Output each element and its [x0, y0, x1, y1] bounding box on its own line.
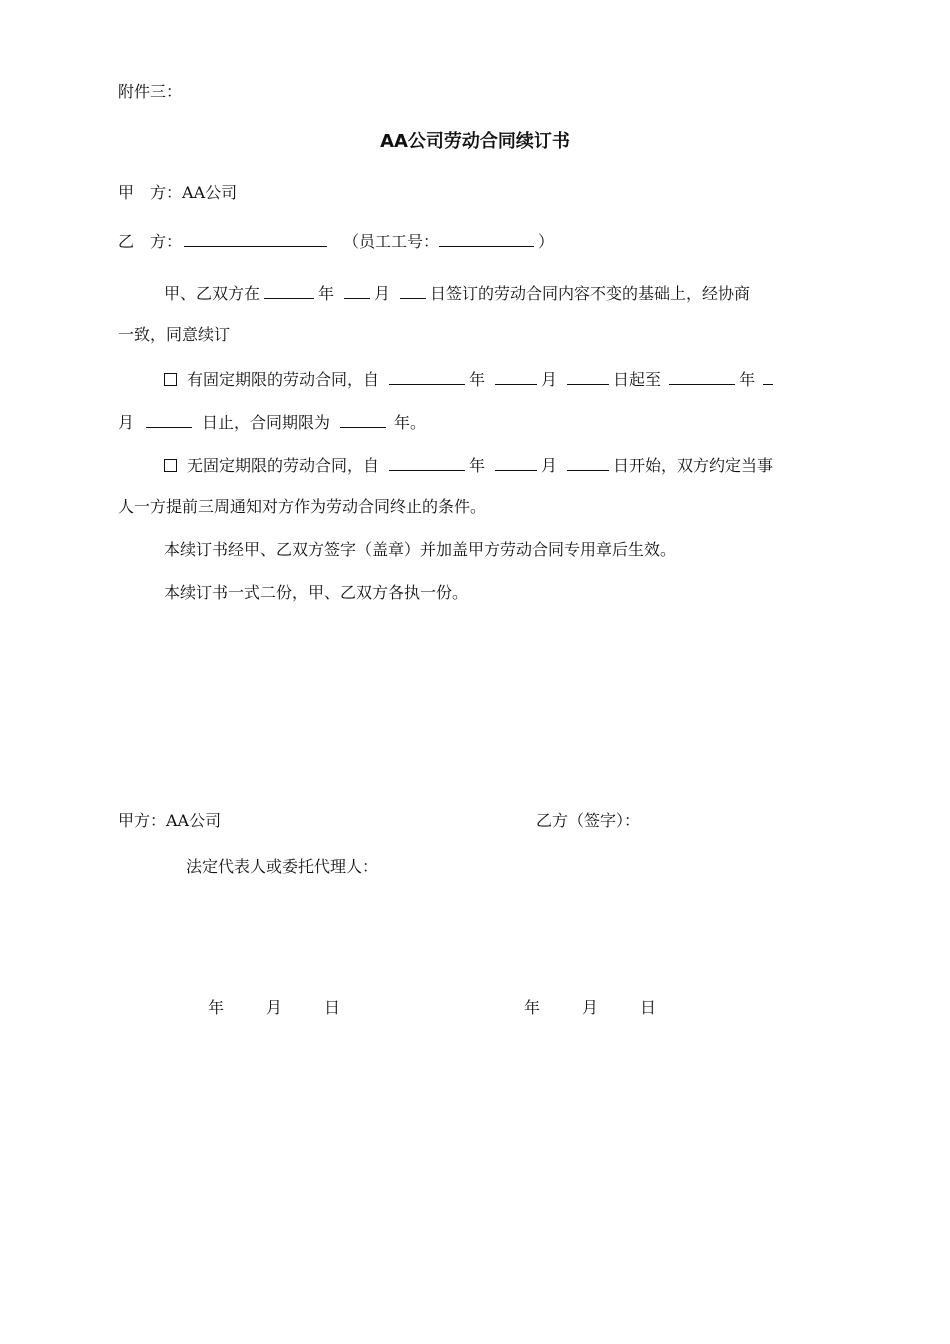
employee-no-blank[interactable]	[439, 230, 534, 247]
option-fixed-line2	[118, 411, 426, 433]
para1-lead: 甲、乙双方在	[164, 284, 261, 303]
option-open-line2: 人一方提前三周通知对方作为劳动合同终止的条件。	[118, 497, 487, 516]
fixed-term-years-blank[interactable]	[340, 411, 386, 428]
fixed-end-month-blank-start[interactable]	[763, 368, 773, 385]
document-title: AA公司劳动合同续订书	[380, 131, 570, 152]
sign-day-blank[interactable]	[400, 282, 426, 299]
sign-date-a	[208, 998, 340, 1018]
employee-no-close: ）	[538, 232, 555, 251]
sign-year-blank[interactable]	[264, 282, 314, 299]
fixed-year2: 年	[739, 370, 756, 389]
open-text1: 无固定期限的劳动合同，自	[187, 456, 380, 475]
party-b-label: 乙 方：	[118, 232, 183, 251]
para1-line1	[164, 282, 750, 304]
fixed-month2: 月	[118, 413, 135, 432]
para1-year: 年	[318, 284, 335, 303]
open-year: 年	[469, 456, 486, 475]
employee-no-open: （员工工号：	[343, 232, 440, 251]
party-a-label: 甲 方：	[118, 183, 183, 202]
fixed-start-day-blank[interactable]	[567, 368, 609, 385]
open-tail: 日开始，双方约定当事	[613, 456, 774, 475]
date-a-month: 月	[266, 998, 283, 1017]
date-a-day: 日	[324, 998, 341, 1017]
para1-line2: 一致，同意续订	[118, 325, 231, 344]
party-a-value: AA公司	[182, 183, 238, 202]
open-start-month-blank[interactable]	[495, 454, 537, 471]
fixed-end-day-blank[interactable]	[146, 411, 192, 428]
open-start-day-blank[interactable]	[567, 454, 609, 471]
attachment-label: 附件三：	[118, 82, 183, 101]
date-a-year: 年	[208, 998, 225, 1017]
party-a-line	[118, 183, 237, 203]
fixed-text1: 有固定期限的劳动合同，自	[187, 370, 380, 389]
para1-month: 月	[374, 284, 391, 303]
date-b-day: 日	[640, 998, 657, 1017]
fixed-month: 月	[541, 370, 558, 389]
option-fixed-line1	[164, 368, 777, 390]
fixed-start-year-blank[interactable]	[389, 368, 465, 385]
para-copies: 本续订书一式二份，甲、乙双方各执一份。	[164, 583, 469, 602]
fixed-term-checkbox[interactable]	[164, 373, 177, 386]
date-b-month: 月	[582, 998, 599, 1017]
fixed-day-to: 日止，合同期限为	[202, 413, 331, 432]
party-b-name-blank[interactable]	[184, 230, 327, 247]
option-open-line1	[164, 454, 773, 476]
open-start-year-blank[interactable]	[389, 454, 465, 471]
fixed-year: 年	[469, 370, 486, 389]
sign-month-blank[interactable]	[344, 282, 370, 299]
sign-representative: 法定代表人或委托代理人：	[186, 857, 379, 876]
open-term-checkbox[interactable]	[164, 459, 177, 472]
para1-day-tail: 日签订的劳动合同内容不变的基础上，经协商	[430, 284, 751, 303]
sign-party-b: 乙方（签字）：	[536, 811, 641, 830]
open-month: 月	[541, 456, 558, 475]
fixed-day-from: 日起至	[613, 370, 662, 389]
fixed-start-month-blank[interactable]	[495, 368, 537, 385]
fixed-years-unit: 年。	[394, 413, 427, 432]
para-effective: 本续订书经甲、乙双方签字（盖章）并加盖甲方劳动合同专用章后生效。	[164, 540, 677, 559]
date-b-year: 年	[524, 998, 541, 1017]
sign-date-b	[524, 998, 656, 1018]
sign-party-a: 甲方：AA公司	[118, 811, 222, 830]
fixed-end-year-blank[interactable]	[669, 368, 735, 385]
party-b-line	[118, 230, 554, 252]
